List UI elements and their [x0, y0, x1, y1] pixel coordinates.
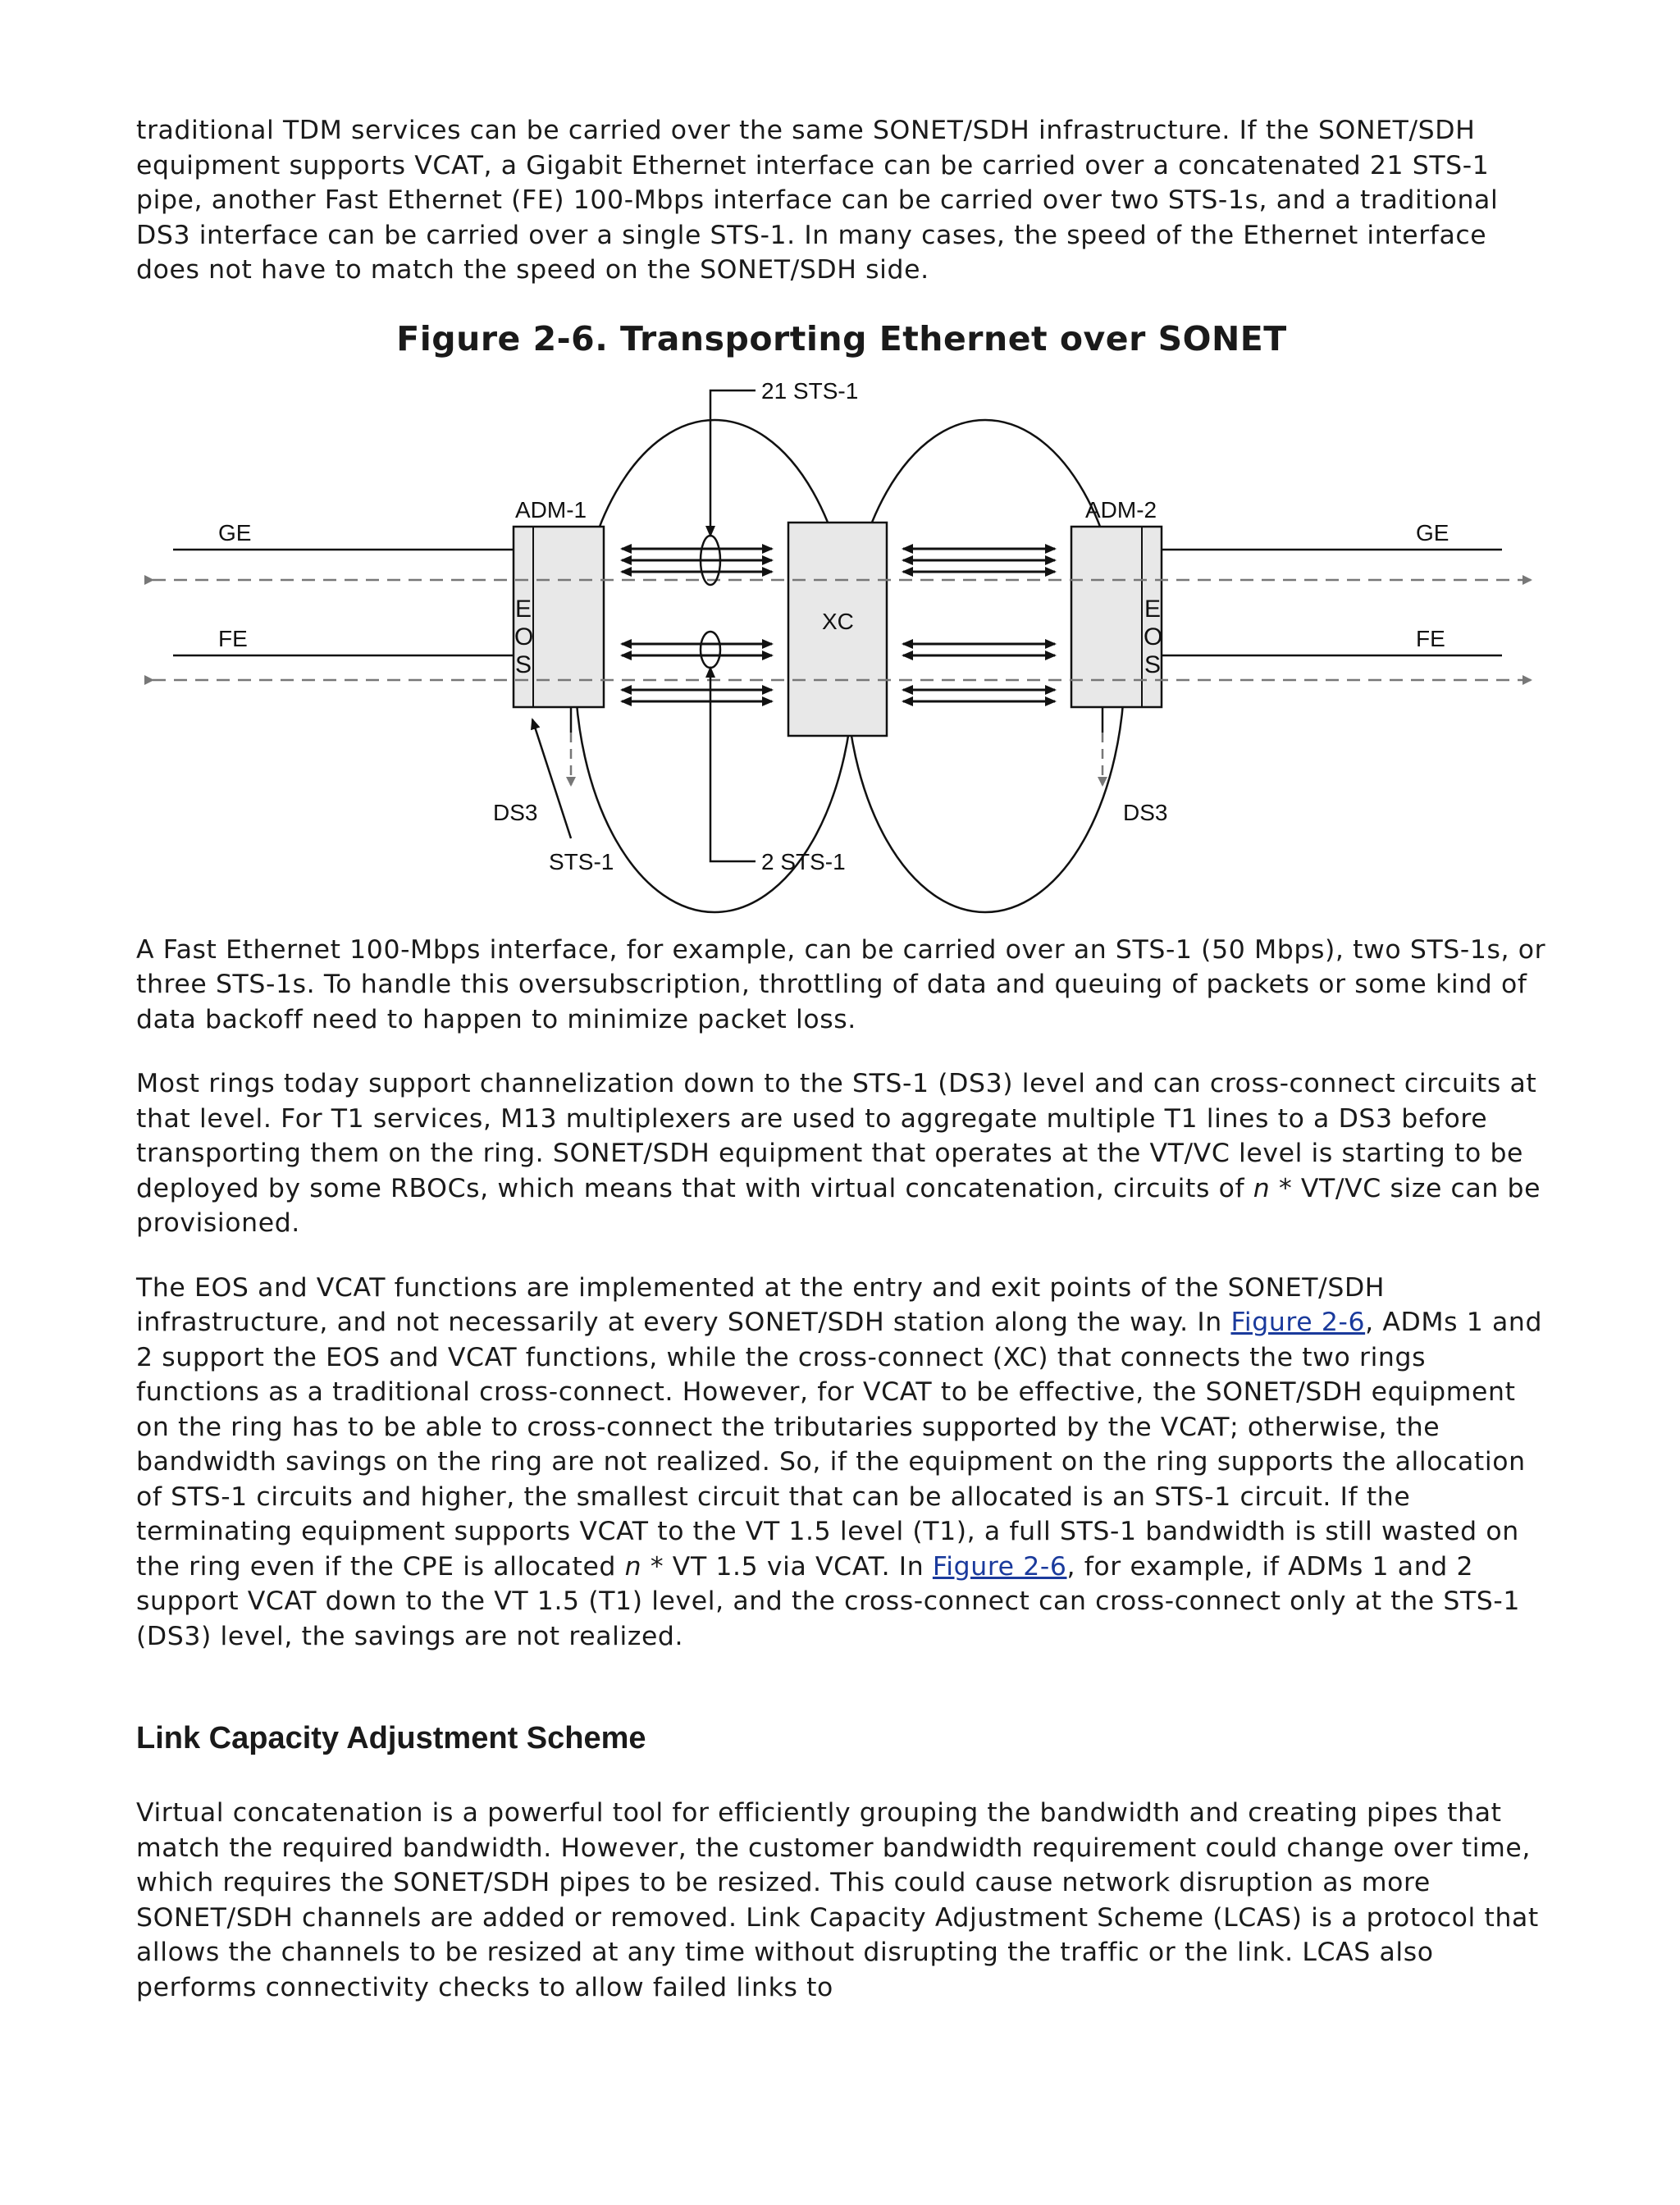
paragraph-fe-oversubscription: A Fast Ethernet 100-Mbps interface, for example, can be carried over an STS-1 (50 Mbps), two STS-1s, or three STS-1s. To handle this oversubscription, throttling of data and queuing of packets or some kind of data backoff need to happen to minimize packet loss. — [136, 934, 1546, 1034]
para4-part1: The EOS and VCAT functions are implemented at the entry and exit points of the SONET/SDH infrastructure, and not necessarily at every SONET/SDH station along the way. In — [136, 1272, 1386, 1337]
figure-title: Figure 2-6. Transporting Ethernet over SONET — [396, 318, 1287, 358]
eos-right-e: E — [1144, 595, 1162, 623]
eos-left-s: S — [515, 651, 532, 678]
para4-var-n: n — [624, 1551, 642, 1582]
label-ds3-right: DS3 — [1123, 799, 1168, 825]
label-ge-left: GE — [218, 519, 252, 546]
para3-text-before: Most rings today support channelization down to the STS-1 (DS3) level and can cross-connect circuits at that level. For T1 services, M13 multiplexers are used to aggregate multiple T1 lines to a DS3 before transporting them on the ring. SONET/SDH equipment that operates at the VT/VC level is starting to be deployed by some RBOCs, which means that with virtual concatenation, circuits of — [136, 1069, 1537, 1203]
label-21-sts1: 21 STS-1 — [761, 377, 859, 404]
label-xc: XC — [822, 608, 854, 634]
vcat-loop-bottom — [701, 632, 720, 668]
eos-left-e: E — [515, 595, 532, 623]
label-ge-right: GE — [1416, 519, 1449, 546]
figure-2-6-link-1[interactable]: Figure 2-6 — [1230, 1308, 1366, 1337]
label-adm1: ADM-1 — [515, 496, 587, 523]
figure-diagram — [136, 375, 1547, 916]
figure-2-6-link-2[interactable]: Figure 2-6 — [932, 1551, 1067, 1582]
para4-part3: * VT 1.5 via VCAT. In — [641, 1551, 933, 1582]
para4-part4: , for example, if ADMs 1 and 2 support VCAT down to the VT 1.5 (T1) level, and the cross-connect can cross-connect only at the STS-1 (DS3) level, the savings are not realized. — [136, 1551, 1521, 1651]
callout-sts1 — [532, 719, 571, 838]
label-ds3-left: DS3 — [493, 799, 538, 825]
document-page — [136, 113, 1547, 2005]
label-adm2: ADM-2 — [1085, 496, 1157, 523]
para3-var-n: n — [1253, 1173, 1271, 1203]
sonet-diagram — [136, 375, 1547, 916]
label-2-sts1: 2 STS-1 — [761, 848, 846, 874]
eos-right-s: S — [1144, 651, 1162, 678]
intro-paragraph: traditional TDM services can be carried over the same SONET/SDH infrastructure. If the SONET/SDH equipment supports VCAT, a Gigabit Ethernet interface can be carried over a concatenated 21 STS-1 pipe, another Fast Ethernet (FE) 100-Mbps interface can be carried over two STS-1s, and a traditional DS3 interface can be carried over a single STS-1. In many cases, the speed of the Ethernet interface does not have to match the speed on the SONET/SDH side. — [136, 116, 1499, 285]
para4-part2: , ADMs 1 and 2 support the EOS and VCAT functions, while the cross-connect (XC) that connects the two rings functions as a traditional cross-connect. However, for VCAT to be effective, the SONET/SDH equipment on the ring has to be able to cross-connect the tributaries supported by the VCAT; otherwise, the bandwidth savings on the ring are not realized. So, if the equipment on the ring supports the allocation of STS-1 circuits and higher, the smallest circuit that can be allocated is an STS-1 circuit. If the terminating equipment supports VCAT to the VT 1.5 level (T1), a full STS-1 bandwidth is still wasted on the ring even if the CPE is allocated — [136, 1308, 1543, 1582]
eos-left-o: O — [514, 623, 534, 651]
eos-right-o: O — [1144, 623, 1163, 651]
callout-21-sts1 — [710, 390, 756, 536]
callout-2-sts1 — [710, 668, 756, 861]
para3-text-after: * VT/VC size can be provisioned. — [136, 1173, 1541, 1238]
label-fe-left: FE — [218, 625, 248, 651]
label-sts1: STS-1 — [549, 848, 614, 874]
paragraph-lcas: Virtual concatenation is a powerful tool for efficiently grouping the bandwidth and creating pipes that match the required bandwidth. However, the customer bandwidth requirement could change over time, which requires the SONET/SDH pipes to be resized. This could cause network disruption as more SONET/SDH channels are added or removed. Link Capacity Adjustment Scheme (LCAS) is a protocol that allows the channels to be resized at any time without disrupting the traffic or the link. LCAS also performs connectivity checks to allow failed links to — [136, 1798, 1539, 2002]
section-heading-lcas: Link Capacity Adjustment Scheme — [136, 1721, 646, 1755]
paragraph-channelization — [136, 1066, 1547, 1241]
label-fe-right: FE — [1416, 625, 1445, 651]
paragraph-eos-vcat — [136, 1271, 1547, 1655]
